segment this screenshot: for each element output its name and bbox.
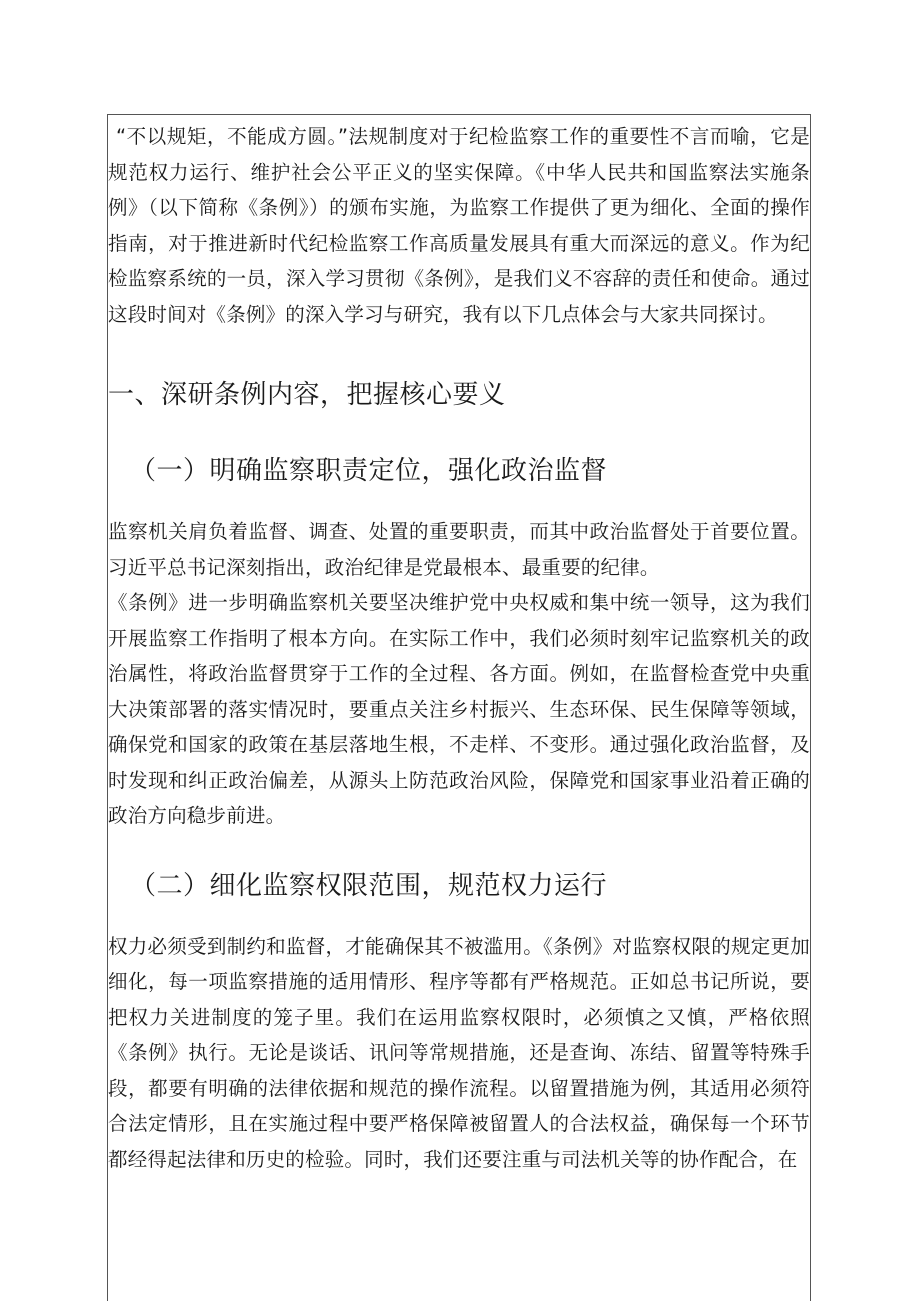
subsection-1-paragraph-2: 《条例》进一步明确监察机关要坚决维护党中央权威和集中统一领导，这为我们开展监察工作指明了根本方向。在实际工作中，我们必须时刻牢记监察机关的政治属性，将政治监督贯穿于工作的全过程、各方面。例如，在监督检查党中央重大决策部署的落实情况时，要重点关注乡村振兴、生态环保、民生保障等领域，确保党和国家的政策在基层落地生根，不走样、不变形。通过强化政治监督，及时发现和纠正政治偏差，从源头上防范政治风险，保障党和国家事业沿着正确的政治方向稳步前进。 bbox=[108, 591, 810, 827]
section-heading-1: 一、深研条例内容，把握核心要义 bbox=[108, 380, 506, 410]
subsection-heading-1: （一）明确监察职责定位，强化政治监督 bbox=[130, 456, 608, 486]
intro-paragraph: “不以规矩，不能成方圆。”法规制度对于纪检监察工作的重要性不言而喻，它是规范权力运行、维护社会公平正义的坚实保障。《中华人民共和国监察法实施条例》（以下简称《条例》）的颁布实施，为监察工作提供了更为细化、全面的操作指南，对于推进新时代纪检监察工作高质量发展具有重大而深远的意义。作为纪检监察系统的一员，深入学习贯彻《条例》，是我们义不容辞的责任和使命。通过这段时间对《条例》的深入学习与研究，我有以下几点体会与大家共同探讨。 bbox=[108, 125, 810, 326]
subsection-1-paragraph-1: 监察机关肩负着监督、调查、处置的重要职责，而其中政治监督处于首要位置。习近平总书记深刻指出，政治纪律是党最根本、最重要的纪律。 bbox=[108, 520, 810, 579]
document-body bbox=[108, 119, 810, 1177]
subsection-heading-2: （二）细化监察权限范围，规范权力运行 bbox=[130, 870, 608, 901]
subsection-2-paragraph-1: 权力必须受到制约和监督，才能确保其不被滥用。《条例》对监察权限的规定更加细化，每一项监察措施的适用情形、程序等都有严格规范。正如总书记所说，要把权力关进制度的笼子里。我们在运用监察权限时，必须慎之又慎，严格依照《条例》执行。无论是谈话、讯问等常规措施，还是查询、冻结、留置等特殊手段，都要有明确的法律依据和规范的操作流程。以留置措施为例，其适用必须符合法定情形，且在实施过程中要严格保障被留置人的合法权益，确保每一个环节都经得起法律和历史的检验。同时，我们还要注重与司法机关等的协作配合，在 bbox=[108, 934, 810, 1171]
